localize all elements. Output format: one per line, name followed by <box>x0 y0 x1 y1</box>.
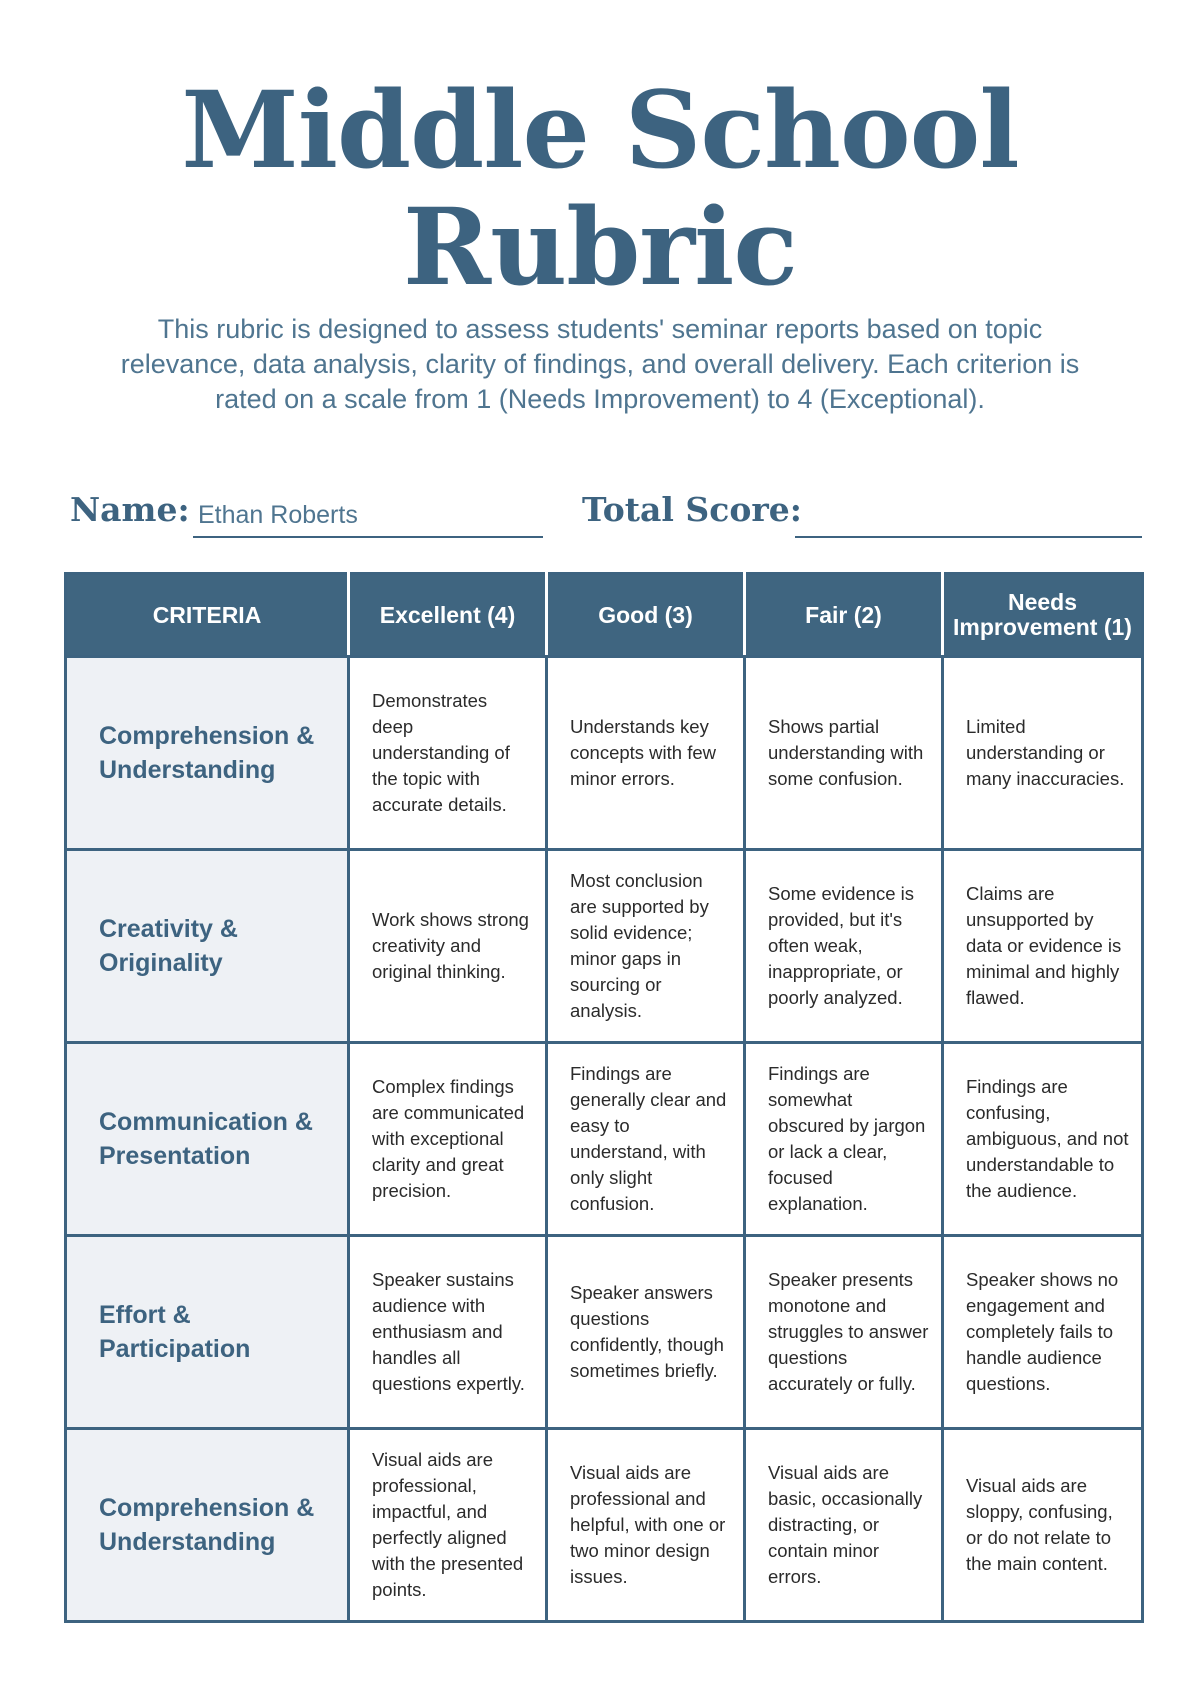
table-row <box>66 1043 1143 1236</box>
rating-cell: Visual aids are professional and helpful, with one or two minor design issues. <box>547 1429 745 1622</box>
header-excellent: Excellent (4) <box>349 574 547 657</box>
rating-cell: Speaker presents monotone and struggles to answer questions accurately or fully. <box>745 1236 943 1429</box>
name-value[interactable]: Ethan Roberts <box>198 501 358 529</box>
criterion-cell: Effort & Participation <box>66 1236 349 1429</box>
table-row <box>66 657 1143 850</box>
header-needs-improvement: Needs Improvement (1) <box>943 574 1143 657</box>
header-criteria: CRITERIA <box>66 574 349 657</box>
criterion-cell: Comprehension & Understanding <box>66 657 349 850</box>
header-fair: Fair (2) <box>745 574 943 657</box>
header-row <box>66 574 1143 657</box>
rating-cell: Complex findings are communicated with exceptional clarity and great precision. <box>349 1043 547 1236</box>
page-title: Middle School Rubric <box>181 67 1019 309</box>
rating-cell: Visual aids are sloppy, confusing, or do not relate to the main content. <box>943 1429 1143 1622</box>
intro-text: This rubric is designed to assess students' seminar reports based on topic relevance, data analysis, clarity of findings, and overall delivery. Each criterion is rated on a scale from 1 (Needs Improvement) to 4 (Exceptional). <box>120 314 1080 414</box>
criterion-cell: Creativity & Originality <box>66 850 349 1043</box>
header-good: Good (3) <box>547 574 745 657</box>
total-score-underline <box>795 536 1142 538</box>
rating-cell: Some evidence is provided, but it's often weak, inappropriate, or poorly analyzed. <box>745 850 943 1043</box>
rating-cell: Findings are generally clear and easy to understand, with only slight confusion. <box>547 1043 745 1236</box>
rating-cell: Work shows strong creativity and original thinking. <box>349 850 547 1043</box>
total-score-label: Total Score: <box>582 490 802 529</box>
table-row <box>66 1236 1143 1429</box>
rubric-table <box>64 572 1144 1623</box>
rating-cell: Speaker sustains audience with enthusiasm and handles all questions expertly. <box>349 1236 547 1429</box>
table-row <box>66 1429 1143 1622</box>
rating-cell: Findings are somewhat obscured by jargon or lack a clear, focused explanation. <box>745 1043 943 1236</box>
name-label: Name: <box>70 490 190 529</box>
rating-cell: Understands key concepts with few minor errors. <box>547 657 745 850</box>
rating-cell: Demonstrates deep understanding of the topic with accurate details. <box>349 657 547 850</box>
rating-cell: Claims are unsupported by data or evidence is minimal and highly flawed. <box>943 850 1143 1043</box>
rating-cell: Limited understanding or many inaccuracies. <box>943 657 1143 850</box>
rating-cell: Speaker answers questions confidently, though sometimes briefly. <box>547 1236 745 1429</box>
rating-cell: Visual aids are basic, occasionally distracting, or contain minor errors. <box>745 1429 943 1622</box>
name-underline <box>193 536 543 538</box>
rating-cell: Findings are confusing, ambiguous, and not understandable to the audience. <box>943 1043 1143 1236</box>
rating-cell: Visual aids are professional, impactful, and perfectly aligned with the presented points. <box>349 1429 547 1622</box>
rating-cell: Most conclusion are supported by solid evidence; minor gaps in sourcing or analysis. <box>547 850 745 1043</box>
table-row <box>66 850 1143 1043</box>
criterion-cell: Comprehension & Understanding <box>66 1429 349 1622</box>
rating-cell: Speaker shows no engagement and completely fails to handle audience questions. <box>943 1236 1143 1429</box>
criterion-cell: Communication & Presentation <box>66 1043 349 1236</box>
rating-cell: Shows partial understanding with some confusion. <box>745 657 943 850</box>
